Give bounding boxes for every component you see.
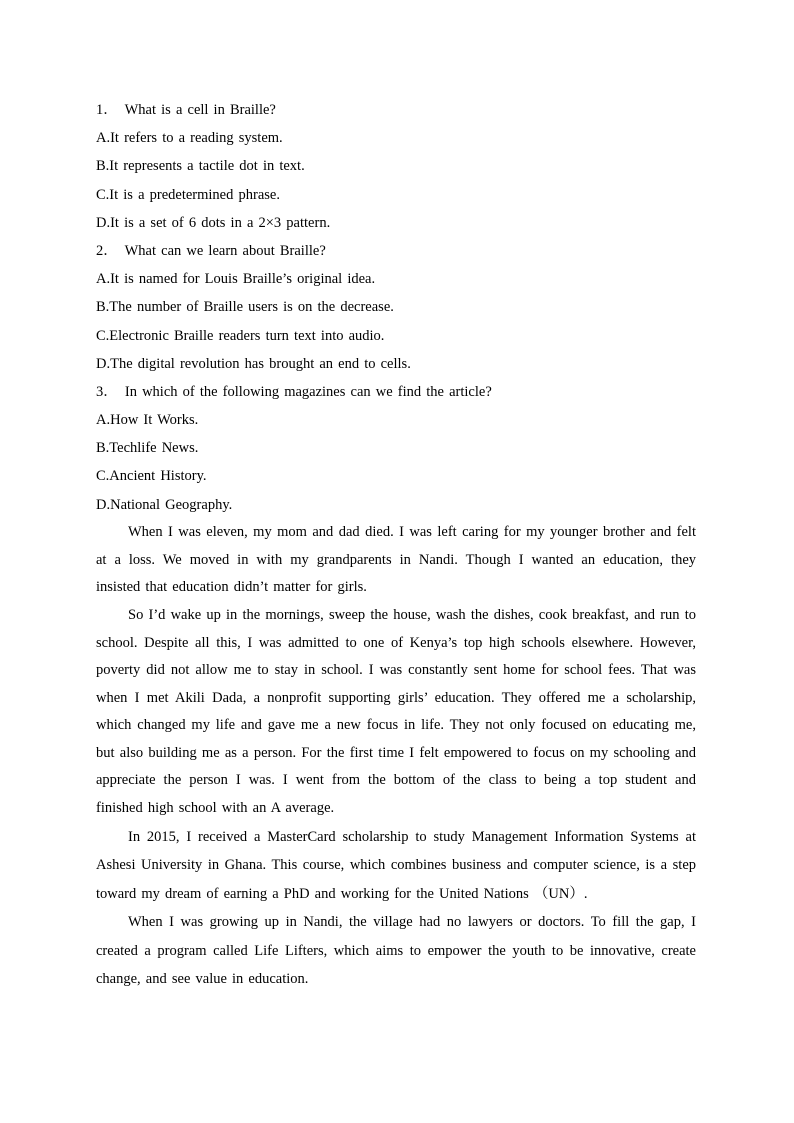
answer-option-a: A.How It Works. [96, 412, 199, 429]
question-stem [96, 96, 696, 124]
answer-option-b: B.It represents a tactile dot in text. [96, 158, 305, 175]
question-text: What can we learn about Braille? [124, 242, 326, 259]
question-2 [96, 237, 696, 378]
passage-paragraph-1: When I was eleven, my mom and dad died. I was left caring for my younger brother and felt at a loss. We moved in with my grandparents in Nandi. Though I wanted an education, they insisted that education didn’t matter for girls. [96, 523, 696, 596]
answer-option-d: D.The digital revolution has brought an end to cells. [96, 355, 411, 372]
question-text: In which of the following magazines can we find the article? [124, 383, 492, 400]
reading-passage [96, 519, 696, 994]
answer-option-b: B.The number of Braille users is on the decrease. [96, 299, 394, 316]
answer-option-c: C.Electronic Braille readers turn text into audio. [96, 327, 385, 344]
question-stem [96, 237, 696, 265]
answer-option-a: A.It is named for Louis Braille’s original idea. [96, 271, 376, 288]
question-3 [96, 378, 696, 519]
answer-option-c: C.It is a predetermined phrase. [96, 186, 280, 203]
question-text: What is a cell in Braille? [124, 102, 276, 118]
question-number: 3． [96, 383, 118, 400]
question-number: 2． [96, 242, 118, 259]
answer-option-d: D.National Geography. [96, 496, 233, 513]
passage-paragraph-2: So I’d wake up in the mornings, sweep the house, wash the dishes, cook breakfast, and run to school. Despite all this, I was admitted to one of Kenya’s top high schools elsewhere. However, poverty did not allow me to stay in school. I was constantly sent home for school fees. That was when I met Akili Dada, a nonprofit supporting girls’ education. They offered me a scholarship, which changed my life and gave me a new focus in life. They not only focused on educating me, but also building me as a person. For the first time I felt empowered to focus on my schooling and appreciate the person I was. I went from the bottom of the class to being a top student and finished high school with an A average. [96, 606, 696, 817]
passage-paragraph-4: When I was growing up in Nandi, the village had no lawyers or doctors. To fill the gap, I created a program called Life Lifters, which aims to empower the youth to be innovative, create change, and see value in education. [96, 914, 696, 988]
passage-paragraph-3: In 2015, I received a MasterCard scholarship to study Management Information Systems at Ashesi University in Ghana. This course, which combines business and computer science, is a step toward my dream of earning a PhD and working for the United Nations （UN）. [96, 828, 696, 902]
answer-option-d: D.It is a set of 6 dots in a 2×3 pattern. [96, 214, 331, 231]
answer-option-c: C.Ancient History. [96, 468, 207, 485]
answer-option-b: B.Techlife News. [96, 440, 199, 457]
document-content [96, 96, 696, 993]
answer-option-a: A.It refers to a reading system. [96, 130, 283, 147]
question-1 [96, 96, 696, 237]
question-number: 1． [96, 102, 118, 118]
question-stem [96, 378, 696, 406]
